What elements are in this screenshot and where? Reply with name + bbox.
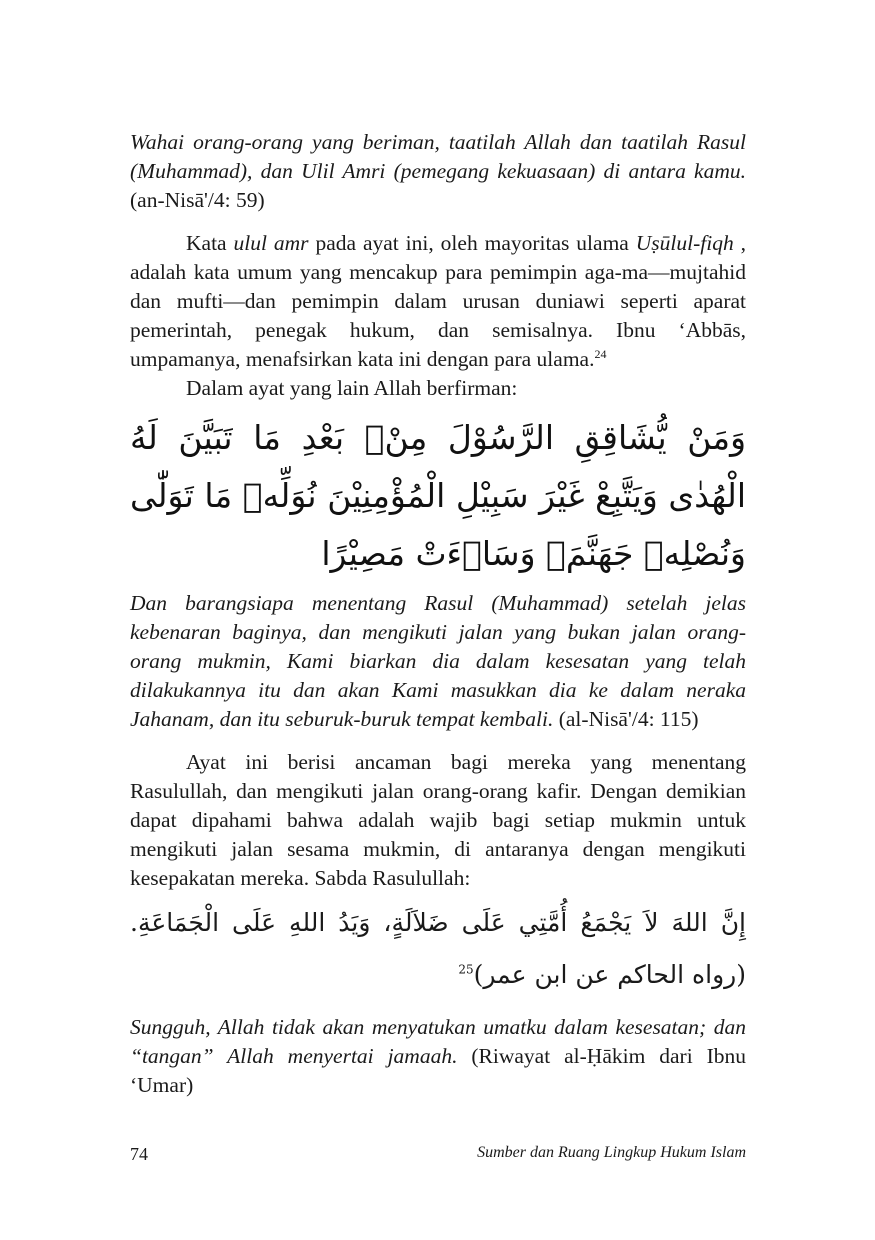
- running-title: Sumber dan Ruang Lingkup Hukum Islam: [477, 1144, 746, 1161]
- term-usulul-fiqh: Uṣūlul-fiqh: [635, 231, 734, 255]
- translation-text: Wahai orang-orang yang beriman, taatilah Allah dan taatilah Rasul (Muhammad), dan Ulil Amri (pemegang kekuasaan) di antara kamu.: [130, 130, 746, 183]
- paragraph-ulul-amr: [130, 229, 746, 374]
- text-run: pada ayat ini, oleh mayoritas ulama: [308, 231, 636, 255]
- arabic-verse: وَمَنْ يُّشَاقِقِ الرَّسُوْلَ مِنْۢ بَعْدِ مَا تَبَيَّنَ لَهُ الْهُدٰى وَيَتَّبِعْ غَيْرَ سَبِيْلِ الْمُؤْمِنِيْنَ نُوَلِّهٖ مَا تَوَلّٰى وَنُصْلِهٖ جَهَنَّمَۗ وَسَاۤءَتْ مَصِيْرًا: [130, 418, 746, 573]
- paragraph-intro-verse: Dalam ayat yang lain Allah berfirman:: [186, 376, 518, 400]
- citation: (Riwayat al-Ḥākim dari Ibnu ‘Umar): [130, 1044, 746, 1097]
- arabic-hadith: [130, 897, 746, 1001]
- term-ulul-amr: ulul amr: [233, 231, 309, 255]
- text-run: , adalah kata umum yang mencakup para pemimpin aga-ma—mujtahid dan mufti—dan pemimpin dalam urusan duniawi seperti aparat pemerintah, penegak hukum, dan semisalnya. Ibnu ‘Abbās, umpamanya, menafsirkan kata ini dengan para ulama.: [130, 231, 747, 371]
- quote-translation-2: [130, 589, 746, 734]
- footnote-ref-25: 25: [458, 962, 474, 977]
- quote-translation-1: [130, 128, 746, 215]
- hadith-text: إِنَّ اللهَ لاَ يَجْمَعُ أُمَّتِي عَلَى ضَلاَلَةٍ، وَيَدُ اللهِ عَلَى الْجَمَاعَةِ. (رواه الحاكم عن ابن عمر): [130, 908, 746, 989]
- paragraph-explanation: Ayat ini berisi ancaman bagi mereka yang menentang Rasulullah, dan mengikuti jalan orang-orang kafir. Dengan demikian dapat dipahami bahwa adalah wajib bagi setiap mukmin untuk mengikuti jalan sesama mukmin, di antaranya dengan mengikuti kesepakatan mereka. Sabda Rasulullah:: [130, 750, 746, 890]
- citation: (al-Nisā'/4: 115): [558, 707, 699, 731]
- citation: (an-Nisā'/4: 59): [130, 188, 265, 212]
- page-body: [130, 128, 746, 1100]
- text-run: Kata: [186, 231, 234, 255]
- page-number: 74: [130, 1144, 148, 1164]
- quote-translation-3: [130, 1013, 746, 1100]
- page-footer: [130, 1144, 746, 1168]
- translation-text: Dan barangsiapa menentang Rasul (Muhammad) setelah jelas kebenaran baginya, dan mengikuti jalan yang bukan jalan orang-orang mukmin, Kami biarkan dia dalam kesesatan yang telah dilakukannya itu dan akan Kami masukkan dia ke dalam neraka Jahanam, dan itu seburuk-buruk tempat kembali.: [130, 591, 746, 731]
- footnote-ref-24: 24: [594, 346, 607, 361]
- translation-text: Sungguh, Allah tidak akan menyatukan umatku dalam kesesatan; dan “tangan” Allah menyertai jamaah.: [130, 1015, 746, 1068]
